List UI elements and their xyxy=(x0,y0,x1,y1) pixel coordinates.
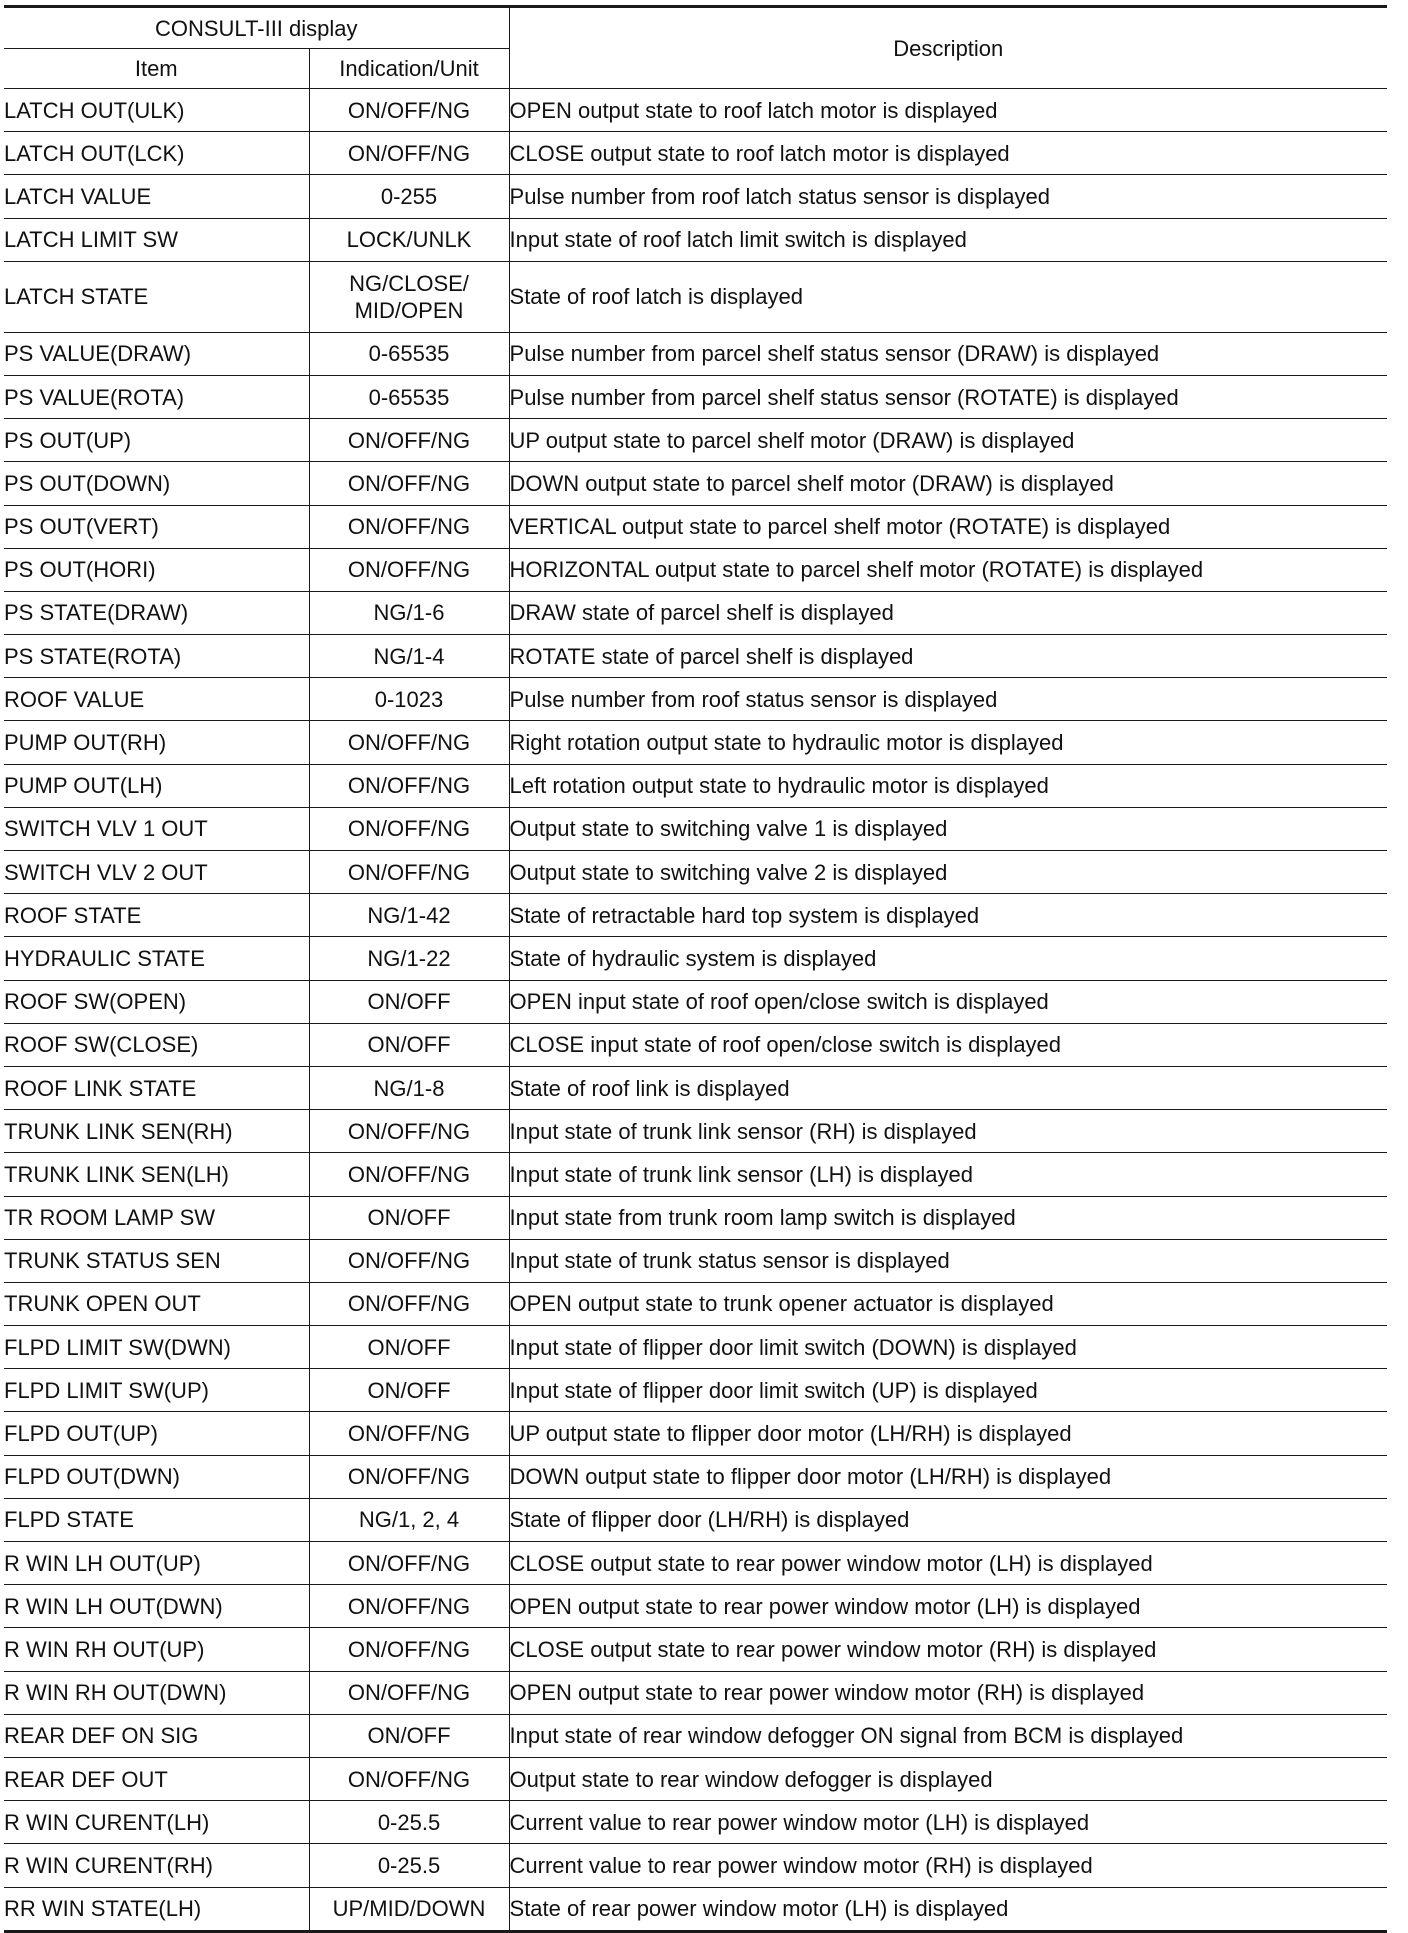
indication-unit-cell xyxy=(309,1110,509,1153)
description-cell: DOWN output state to flipper door motor (LH/RH) is displayed xyxy=(509,1455,1387,1498)
indication-unit-cell xyxy=(309,261,509,332)
table-row xyxy=(4,1498,1387,1541)
description-cell: OPEN output state to roof latch motor is displayed xyxy=(509,89,1387,132)
table-row xyxy=(4,132,1387,175)
indication-unit-text: ON/OFF/NG xyxy=(347,1550,471,1576)
description-cell: Pulse number from roof latch status sensor is displayed xyxy=(509,175,1387,218)
table-row xyxy=(4,1282,1387,1325)
table-row xyxy=(4,1153,1387,1196)
consult-display-table xyxy=(4,5,1387,1933)
indication-unit-text: ON/OFF/NG xyxy=(347,557,471,583)
item-cell: ROOF SW(OPEN) xyxy=(4,980,309,1023)
item-cell: FLPD STATE xyxy=(4,1498,309,1541)
table-row xyxy=(4,505,1387,548)
table-body xyxy=(4,89,1387,1932)
table-row xyxy=(4,548,1387,591)
item-cell: R WIN RH OUT(DWN) xyxy=(4,1671,309,1714)
indication-unit-cell xyxy=(309,851,509,894)
indication-unit-text: ON/OFF/NG xyxy=(347,140,471,166)
indication-unit-cell xyxy=(309,1498,509,1541)
item-cell: PS VALUE(DRAW) xyxy=(4,332,309,375)
item-cell: TRUNK STATUS SEN xyxy=(4,1239,309,1282)
indication-unit-text: ON/OFF/NG xyxy=(347,1680,471,1706)
table-row xyxy=(4,1757,1387,1800)
description-cell: CLOSE output state to rear power window motor (LH) is displayed xyxy=(509,1542,1387,1585)
indication-unit-text: NG/1, 2, 4 xyxy=(358,1507,460,1533)
item-cell: ROOF STATE xyxy=(4,894,309,937)
indication-unit-text: ON/OFF/NG xyxy=(347,816,471,842)
item-cell: SWITCH VLV 2 OUT xyxy=(4,851,309,894)
table-row xyxy=(4,980,1387,1023)
item-cell: LATCH OUT(LCK) xyxy=(4,132,309,175)
table-row xyxy=(4,462,1387,505)
description-cell: Input state from trunk room lamp switch is displayed xyxy=(509,1196,1387,1239)
table-row xyxy=(4,175,1387,218)
description-cell: UP output state to parcel shelf motor (DRAW) is displayed xyxy=(509,419,1387,462)
item-cell: ROOF SW(CLOSE) xyxy=(4,1023,309,1066)
description-cell: State of retractable hard top system is displayed xyxy=(509,894,1387,937)
indication-unit-cell xyxy=(309,1023,509,1066)
item-cell: TRUNK LINK SEN(RH) xyxy=(4,1110,309,1153)
description-cell: OPEN output state to trunk opener actuator is displayed xyxy=(509,1282,1387,1325)
indication-unit-cell xyxy=(309,1714,509,1757)
indication-unit-cell xyxy=(309,1887,509,1931)
indication-unit-cell xyxy=(309,175,509,218)
indication-unit-text: ON/OFF/NG xyxy=(347,1161,471,1187)
description-cell: DOWN output state to parcel shelf motor (DRAW) is displayed xyxy=(509,462,1387,505)
table-row xyxy=(4,937,1387,980)
indication-unit-cell xyxy=(309,548,509,591)
indication-unit-text: ON/OFF xyxy=(367,1032,451,1058)
indication-unit-text: ON/OFF xyxy=(367,1205,451,1231)
table-row xyxy=(4,1239,1387,1282)
indication-unit-text: ON/OFF/NG xyxy=(347,773,471,799)
table-row xyxy=(4,1412,1387,1455)
indication-unit-text: NG/1-6 xyxy=(373,600,445,626)
table-row xyxy=(4,894,1387,937)
description-cell: VERTICAL output state to parcel shelf motor (ROTATE) is displayed xyxy=(509,505,1387,548)
table-row xyxy=(4,375,1387,418)
table-row xyxy=(4,1369,1387,1412)
description-cell: Current value to rear power window motor (LH) is displayed xyxy=(509,1801,1387,1844)
indication-unit-text: NG/1-4 xyxy=(373,643,445,669)
description-cell: OPEN input state of roof open/close switch is displayed xyxy=(509,980,1387,1023)
indication-unit-text: ON/OFF/NG xyxy=(347,514,471,540)
table-row xyxy=(4,1455,1387,1498)
indication-unit-cell xyxy=(309,635,509,678)
table-row xyxy=(4,1801,1387,1844)
description-cell: DRAW state of parcel shelf is displayed xyxy=(509,591,1387,634)
indication-unit-cell xyxy=(309,807,509,850)
indication-unit-text: ON/OFF/NG xyxy=(347,1766,471,1792)
table-row xyxy=(4,678,1387,721)
indication-unit-text: ON/OFF/NG xyxy=(347,730,471,756)
table-row xyxy=(4,89,1387,132)
description-cell: CLOSE output state to rear power window motor (RH) is displayed xyxy=(509,1628,1387,1671)
indication-unit-cell xyxy=(309,1671,509,1714)
description-cell: UP output state to flipper door motor (LH/RH) is displayed xyxy=(509,1412,1387,1455)
indication-unit-text: ON/OFF xyxy=(367,1334,451,1360)
description-cell: Right rotation output state to hydraulic motor is displayed xyxy=(509,721,1387,764)
description-cell: Input state of flipper door limit switch (DOWN) is displayed xyxy=(509,1326,1387,1369)
table-row xyxy=(4,1628,1387,1671)
item-cell: ROOF VALUE xyxy=(4,678,309,721)
table-row xyxy=(4,1542,1387,1585)
indication-unit-text: 0-255 xyxy=(380,183,438,209)
table-row xyxy=(4,1196,1387,1239)
indication-unit-cell xyxy=(309,218,509,261)
table-row xyxy=(4,851,1387,894)
item-cell: R WIN CURENT(RH) xyxy=(4,1844,309,1887)
indication-unit-text: ON/OFF/NG xyxy=(347,1421,471,1447)
description-cell: Output state to switching valve 1 is displayed xyxy=(509,807,1387,850)
indication-unit-cell xyxy=(309,937,509,980)
indication-unit-cell xyxy=(309,505,509,548)
indication-unit-text: ON/OFF/NG xyxy=(347,97,471,123)
indication-unit-cell xyxy=(309,1757,509,1800)
indication-unit-text: ON/OFF/NG xyxy=(347,1291,471,1317)
table-header xyxy=(4,7,1387,89)
indication-unit-cell xyxy=(309,419,509,462)
table-row xyxy=(4,1066,1387,1109)
indication-unit-text: ON/OFF/NG xyxy=(347,1464,471,1490)
description-cell: Left rotation output state to hydraulic motor is displayed xyxy=(509,764,1387,807)
item-cell: SWITCH VLV 1 OUT xyxy=(4,807,309,850)
indication-unit-text: NG/1-8 xyxy=(373,1075,445,1101)
indication-unit-cell xyxy=(309,1585,509,1628)
indication-unit-cell xyxy=(309,375,509,418)
item-cell: PS OUT(VERT) xyxy=(4,505,309,548)
indication-unit-text: 0-65535 xyxy=(368,384,450,410)
indication-unit-text: NG/CLOSE/ MID/OPEN xyxy=(349,270,469,323)
description-cell: Input state of flipper door limit switch (UP) is displayed xyxy=(509,1369,1387,1412)
item-cell: TR ROOM LAMP SW xyxy=(4,1196,309,1239)
indication-unit-cell xyxy=(309,894,509,937)
table-row xyxy=(4,1844,1387,1887)
description-cell: State of roof latch is displayed xyxy=(509,261,1387,332)
indication-unit-cell xyxy=(309,1326,509,1369)
indication-unit-cell xyxy=(309,132,509,175)
indication-unit-text: 0-1023 xyxy=(374,686,444,712)
indication-unit-text: 0-25.5 xyxy=(377,1809,441,1835)
indication-unit-text: ON/OFF/NG xyxy=(347,1593,471,1619)
table-row xyxy=(4,764,1387,807)
indication-unit-header: Indication/Unit xyxy=(309,49,509,89)
indication-unit-cell xyxy=(309,591,509,634)
item-cell: R WIN LH OUT(DWN) xyxy=(4,1585,309,1628)
indication-unit-cell xyxy=(309,1369,509,1412)
description-cell: Input state of roof latch limit switch is displayed xyxy=(509,218,1387,261)
indication-unit-text: ON/OFF xyxy=(367,1723,451,1749)
indication-unit-text: ON/OFF/NG xyxy=(347,1118,471,1144)
indication-unit-cell xyxy=(309,1844,509,1887)
description-cell: Pulse number from parcel shelf status sensor (DRAW) is displayed xyxy=(509,332,1387,375)
table-row xyxy=(4,1326,1387,1369)
indication-unit-cell xyxy=(309,1455,509,1498)
description-cell: Input state of trunk link sensor (LH) is displayed xyxy=(509,1153,1387,1196)
consult-display-header: CONSULT-III display xyxy=(4,7,509,49)
table-row xyxy=(4,261,1387,332)
description-cell: OPEN output state to rear power window motor (LH) is displayed xyxy=(509,1585,1387,1628)
indication-unit-cell xyxy=(309,764,509,807)
item-cell: REAR DEF OUT xyxy=(4,1757,309,1800)
table-row xyxy=(4,1671,1387,1714)
indication-unit-cell xyxy=(309,1239,509,1282)
description-cell: CLOSE output state to roof latch motor is displayed xyxy=(509,132,1387,175)
item-cell: FLPD OUT(DWN) xyxy=(4,1455,309,1498)
item-cell: R WIN LH OUT(UP) xyxy=(4,1542,309,1585)
item-cell: FLPD LIMIT SW(DWN) xyxy=(4,1326,309,1369)
item-cell: PS STATE(DRAW) xyxy=(4,591,309,634)
item-cell: PS OUT(HORI) xyxy=(4,548,309,591)
indication-unit-cell xyxy=(309,332,509,375)
item-cell: PS STATE(ROTA) xyxy=(4,635,309,678)
table-row xyxy=(4,1585,1387,1628)
table-row xyxy=(4,591,1387,634)
indication-unit-cell xyxy=(309,462,509,505)
description-cell: State of flipper door (LH/RH) is displayed xyxy=(509,1498,1387,1541)
description-cell: Current value to rear power window motor (RH) is displayed xyxy=(509,1844,1387,1887)
indication-unit-text: ON/OFF xyxy=(367,989,451,1015)
description-cell: State of roof link is displayed xyxy=(509,1066,1387,1109)
indication-unit-text: ON/OFF/NG xyxy=(347,470,471,496)
indication-unit-cell xyxy=(309,1801,509,1844)
description-header: Description xyxy=(509,7,1387,89)
indication-unit-cell xyxy=(309,1282,509,1325)
indication-unit-cell xyxy=(309,678,509,721)
description-cell: ROTATE state of parcel shelf is displayed xyxy=(509,635,1387,678)
table-row xyxy=(4,1714,1387,1757)
indication-unit-cell xyxy=(309,1628,509,1671)
indication-unit-text: 0-65535 xyxy=(368,341,450,367)
description-cell: Input state of rear window defogger ON signal from BCM is displayed xyxy=(509,1714,1387,1757)
indication-unit-cell xyxy=(309,980,509,1023)
indication-unit-cell xyxy=(309,1542,509,1585)
description-cell: Output state to switching valve 2 is displayed xyxy=(509,851,1387,894)
item-header: Item xyxy=(4,49,309,89)
indication-unit-text: ON/OFF/NG xyxy=(347,427,471,453)
description-cell: Input state of trunk link sensor (RH) is displayed xyxy=(509,1110,1387,1153)
table-row xyxy=(4,218,1387,261)
item-cell: TRUNK OPEN OUT xyxy=(4,1282,309,1325)
indication-unit-text: ON/OFF/NG xyxy=(347,1636,471,1662)
table-row xyxy=(4,635,1387,678)
indication-unit-text: 0-25.5 xyxy=(377,1852,441,1878)
indication-unit-cell xyxy=(309,89,509,132)
indication-unit-cell xyxy=(309,1153,509,1196)
consult-table-document xyxy=(4,5,1387,1933)
item-cell: HYDRAULIC STATE xyxy=(4,937,309,980)
item-cell: PS OUT(UP) xyxy=(4,419,309,462)
indication-unit-text: UP/MID/DOWN xyxy=(332,1896,486,1922)
description-cell: Output state to rear window defogger is displayed xyxy=(509,1757,1387,1800)
item-cell: FLPD OUT(UP) xyxy=(4,1412,309,1455)
description-cell: HORIZONTAL output state to parcel shelf motor (ROTATE) is displayed xyxy=(509,548,1387,591)
description-cell: CLOSE input state of roof open/close switch is displayed xyxy=(509,1023,1387,1066)
indication-unit-text: ON/OFF/NG xyxy=(347,1248,471,1274)
description-cell: OPEN output state to rear power window motor (RH) is displayed xyxy=(509,1671,1387,1714)
table-row xyxy=(4,332,1387,375)
item-cell: FLPD LIMIT SW(UP) xyxy=(4,1369,309,1412)
item-cell: PUMP OUT(RH) xyxy=(4,721,309,764)
description-cell: Pulse number from roof status sensor is displayed xyxy=(509,678,1387,721)
item-cell: LATCH OUT(ULK) xyxy=(4,89,309,132)
indication-unit-cell xyxy=(309,1412,509,1455)
description-cell: Input state of trunk status sensor is displayed xyxy=(509,1239,1387,1282)
indication-unit-cell xyxy=(309,1196,509,1239)
item-cell: ROOF LINK STATE xyxy=(4,1066,309,1109)
item-cell: REAR DEF ON SIG xyxy=(4,1714,309,1757)
item-cell: R WIN RH OUT(UP) xyxy=(4,1628,309,1671)
description-cell: Pulse number from parcel shelf status sensor (ROTATE) is displayed xyxy=(509,375,1387,418)
item-cell: LATCH VALUE xyxy=(4,175,309,218)
description-cell: State of rear power window motor (LH) is displayed xyxy=(509,1887,1387,1931)
table-row xyxy=(4,1110,1387,1153)
table-row xyxy=(4,1023,1387,1066)
indication-unit-text: ON/OFF/NG xyxy=(347,859,471,885)
table-row xyxy=(4,807,1387,850)
indication-unit-text: NG/1-42 xyxy=(367,902,451,928)
indication-unit-text: ON/OFF xyxy=(367,1377,451,1403)
table-row xyxy=(4,1887,1387,1931)
table-row xyxy=(4,419,1387,462)
item-cell: LATCH STATE xyxy=(4,261,309,332)
indication-unit-text: LOCK/UNLK xyxy=(346,227,472,253)
item-cell: RR WIN STATE(LH) xyxy=(4,1887,309,1931)
description-cell: State of hydraulic system is displayed xyxy=(509,937,1387,980)
item-cell: PS OUT(DOWN) xyxy=(4,462,309,505)
table-row xyxy=(4,721,1387,764)
item-cell: LATCH LIMIT SW xyxy=(4,218,309,261)
indication-unit-cell xyxy=(309,721,509,764)
indication-unit-cell xyxy=(309,1066,509,1109)
item-cell: TRUNK LINK SEN(LH) xyxy=(4,1153,309,1196)
indication-unit-text: NG/1-22 xyxy=(367,945,451,971)
item-cell: PUMP OUT(LH) xyxy=(4,764,309,807)
item-cell: PS VALUE(ROTA) xyxy=(4,375,309,418)
item-cell: R WIN CURENT(LH) xyxy=(4,1801,309,1844)
